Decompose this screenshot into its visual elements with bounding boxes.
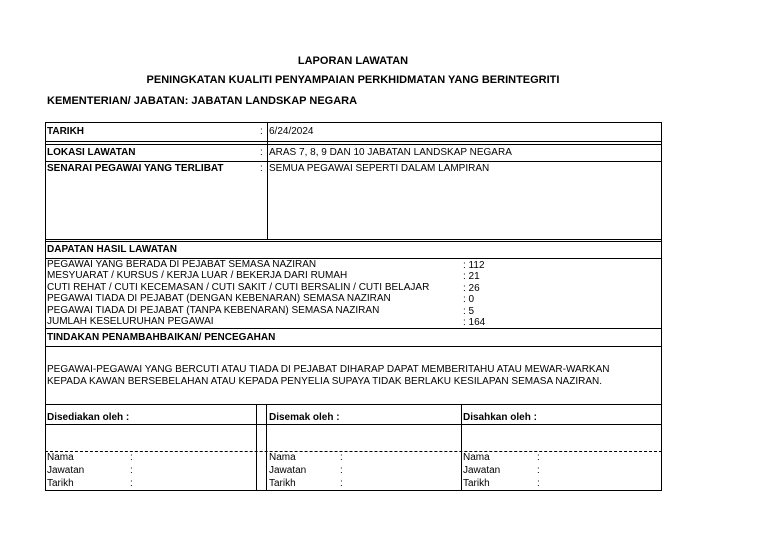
finding-label: PEGAWAI TIADA DI PEJABAT (TANPA KEBENARAN) SEMASA NAZIRAN bbox=[47, 305, 380, 316]
date-label: Tarikh bbox=[269, 478, 296, 489]
finding-value: : 164 bbox=[463, 317, 486, 328]
position-label: Jawatan bbox=[269, 465, 307, 476]
action-text-line1: PEGAWAI-PEGAWAI YANG BERCUTI ATAU TIADA DI PEJABAT DIHARAP DAPAT MEMBERITAHU ATAU MEWAR-WARKAN bbox=[47, 364, 610, 375]
date-colon: : bbox=[260, 126, 263, 137]
location-value: ARAS 7, 8, 9 DAN 10 JABATAN LANDSKAP NEGARA bbox=[269, 147, 512, 158]
checked-by-label: Disemak oleh : bbox=[269, 412, 340, 423]
date-label: TARIKH bbox=[47, 126, 85, 137]
colon: : bbox=[340, 452, 343, 463]
position-label: Jawatan bbox=[47, 465, 85, 476]
report-title: LAPORAN LAWATAN bbox=[297, 55, 409, 67]
colon: : bbox=[340, 478, 343, 489]
finding-label: JUMLAH KESELURUHAN PEGAWAI bbox=[47, 316, 214, 327]
colon: : bbox=[537, 452, 540, 463]
colon: : bbox=[537, 478, 540, 489]
name-label: Nama bbox=[47, 452, 74, 463]
action-text-line2: KEPADA KAWAN BERSEBELAHAN ATAU KEPADA PENYELIA SUPAYA TIDAK BERLAKU KESILAPAN SEMASA NAZIRAN. bbox=[47, 376, 603, 387]
name-label: Nama bbox=[463, 452, 490, 463]
finding-value: : 5 bbox=[463, 306, 475, 317]
staff-colon: : bbox=[260, 163, 263, 174]
finding-label: MESYUARAT / KURSUS / KERJA LUAR / BEKERJA DARI RUMAH bbox=[47, 270, 348, 281]
name-label: Nama bbox=[269, 452, 296, 463]
finding-label: CUTI REHAT / CUTI KECEMASAN / CUTI SAKIT / CUTI BERSALIN / CUTI BELAJAR bbox=[47, 282, 430, 293]
date-label: Tarikh bbox=[463, 478, 490, 489]
colon: : bbox=[130, 452, 133, 463]
colon: : bbox=[537, 465, 540, 476]
position-label: Jawatan bbox=[463, 465, 501, 476]
staff-label: SENARAI PEGAWAI YANG TERLIBAT bbox=[47, 163, 224, 174]
action-heading: TINDAKAN PENAMBAHBAIKAN/ PENCEGAHAN bbox=[47, 332, 276, 343]
date-label: Tarikh bbox=[47, 478, 74, 489]
location-colon: : bbox=[260, 147, 263, 158]
colon: : bbox=[340, 465, 343, 476]
location-label: LOKASI LAWATAN bbox=[47, 147, 136, 158]
report-subtitle: PENINGKATAN KUALITI PENYAMPAIAN PERKHIDMATAN YANG BERINTEGRITI bbox=[146, 74, 560, 86]
finding-value: : 0 bbox=[463, 294, 475, 305]
prepared-by-label: Disediakan oleh : bbox=[47, 412, 130, 423]
finding-value: : 112 bbox=[463, 260, 485, 271]
colon: : bbox=[130, 465, 133, 476]
findings-heading: DAPATAN HASIL LAWATAN bbox=[47, 244, 177, 255]
approved-by-label: Disahkan oleh : bbox=[463, 412, 537, 423]
finding-label: PEGAWAI TIADA DI PEJABAT (DENGAN KEBENARAN) SEMASA NAZIRAN bbox=[47, 293, 391, 304]
staff-value: SEMUA PEGAWAI SEPERTI DALAM LAMPIRAN bbox=[269, 163, 490, 174]
finding-label: PEGAWAI YANG BERADA DI PEJABAT SEMASA NAZIRAN bbox=[47, 259, 317, 270]
colon: : bbox=[130, 478, 133, 489]
finding-value: : 21 bbox=[463, 271, 480, 282]
date-value: 6/24/2024 bbox=[269, 126, 314, 137]
ministry-line: KEMENTERIAN/ JABATAN: JABATAN LANDSKAP NEGARA bbox=[47, 95, 358, 107]
finding-value: : 26 bbox=[463, 283, 480, 294]
